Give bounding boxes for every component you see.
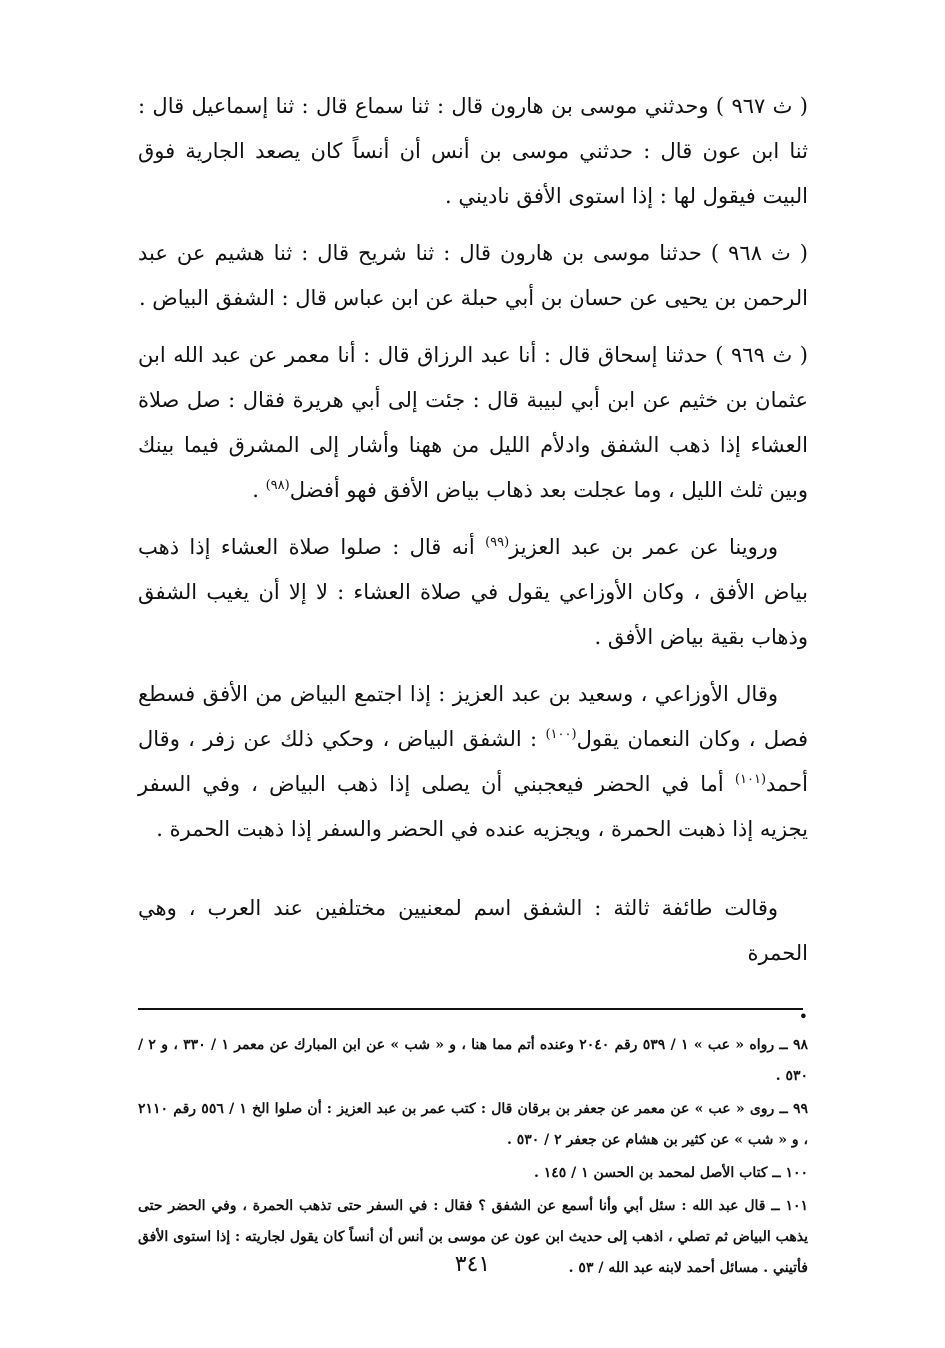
page-body bbox=[138, 84, 808, 1286]
page-number: ٣٤١ bbox=[454, 1252, 491, 1277]
footnote-ref-100[interactable]: (١٠٠) bbox=[545, 727, 577, 742]
paragraph-968 bbox=[138, 231, 808, 321]
paragraph-text: ( ث ٩٦٨ ) حدثنا موسى بن هارون قال : ثنا شريح قال : ثنا هشيم عن عبد الرحمن بن يحيى عن حسان بن أبي حبلة عن ابن عباس قال : الشفق البياض . bbox=[138, 241, 808, 310]
paragraph-text: وقال الأوزاعي ، وسعيد بن عبد العزيز : إذا اجتمع البياض من الأفق فسطع فصل ، وكان النعمان يقول bbox=[138, 682, 808, 751]
footnote-ref-99[interactable]: (٩٩) bbox=[485, 535, 510, 550]
paragraph-umar bbox=[138, 525, 808, 660]
footnote-99: ٩٩ ــ روى « عب » عن معمر عن جعفر بن برقان قال : كتب عمر بن عبد العزيز : أن صلوا الخ ١ / ٥٥٦ رقم ٢١١٠ ، و « شب » عن كثير بن هشام عن جعفر ٢ / ٥٣٠ . bbox=[138, 1101, 808, 1148]
paragraph-text: وقالت طائفة ثالثة : الشفق اسم لمعنيين مختلفين عند العرب ، وهي الحمرة bbox=[138, 896, 808, 965]
paragraph-text-mid: : الشفق البياض ، وحكي ذلك عن زفر ، وقال أحمد bbox=[138, 727, 808, 796]
divider-mark: • bbox=[798, 1007, 808, 1026]
paragraph-text-end: . bbox=[252, 478, 266, 502]
paragraph-text: ( ث ٩٦٩ ) حدثنا إسحاق قال : أنا عبد الرزاق قال : أنا معمر عن عبد الله ابن عثمان بن خثيم عن ابن أبي لبيبة قال : جئت إلى أبي هريرة فقال : صل صلاة العشاء إذا ذهب الشفق وادلأم الليل من ههنا وأشار إلى المشرق فيما بينك وبين ثلث الليل ، وما عجلت بعد ذهاب بياض الأفق فهو أفضل bbox=[138, 343, 808, 502]
paragraph-text: وروينا عن عمر بن عبد العزيز bbox=[509, 535, 778, 559]
paragraph-text-end: أنه قال : صلوا صلاة العشاء إذا ذهب بياض الأفق ، وكان الأوزاعي يقول في صلاة العشاء : لا إلا أن يغيب الشفق وذهاب بقية بياض الأفق . bbox=[138, 535, 808, 649]
paragraph-awzai bbox=[138, 672, 808, 852]
paragraph-third-group bbox=[138, 886, 808, 976]
paragraph-969 bbox=[138, 333, 808, 513]
footnote-divider bbox=[138, 1008, 803, 1010]
paragraph-text: ( ث ٩٦٧ ) وحدثني موسى بن هارون قال : ثنا سماع قال : ثنا إسماعيل قال : ثنا ابن عون قال : حدثني موسى بن أنس أن أنساً كان يصعد الجارية فوق البيت فيقول لها : إذا استوى الأفق ناديني . bbox=[138, 94, 808, 208]
footnote-ref-101[interactable]: (١٠١) bbox=[734, 772, 767, 787]
footnote-100: ١٠٠ ــ كتاب الأصل لمحمد بن الحسن ١ / ١٤٥ . bbox=[533, 1165, 808, 1181]
footnote-ref-98[interactable]: (٩٨) bbox=[265, 478, 290, 493]
paragraph-967 bbox=[138, 84, 808, 219]
paragraph-text-end: أما في الحضر فيعجبني أن يصلى إذا ذهب البياض ، وفي السفر يجزيه إذا ذهبت الحمرة ، ويجزيه عنده في الحضر والسفر إذا ذهبت الحمرة . bbox=[138, 772, 808, 841]
footnote-101: ١٠١ ــ قال عبد الله : سئل أبي وأنا أسمع عن الشفق ؟ فقال : في السفر حتى تذهب الحمرة ، وفي الحضر حتى يذهب البياض ثم تصلي ، اذهب إلى حديث ابن عون عن موسى بن أنس أن أنساً كان يقول لجاريته : إذا استوى الأفق فأتيني . مسائل أحمد لابنه عبد الله / ٥٣ . bbox=[138, 1198, 808, 1276]
footnote-98: ٩٨ ــ رواه « عب » ١ / ٥٣٩ رقم ٢٠٤٠ وعنده أتم مما هنا ، و « شب » عن ابن المبارك عن معمر ١ / ٣٣٠ ، و ٢ / ٥٣٠ . bbox=[138, 1037, 808, 1084]
